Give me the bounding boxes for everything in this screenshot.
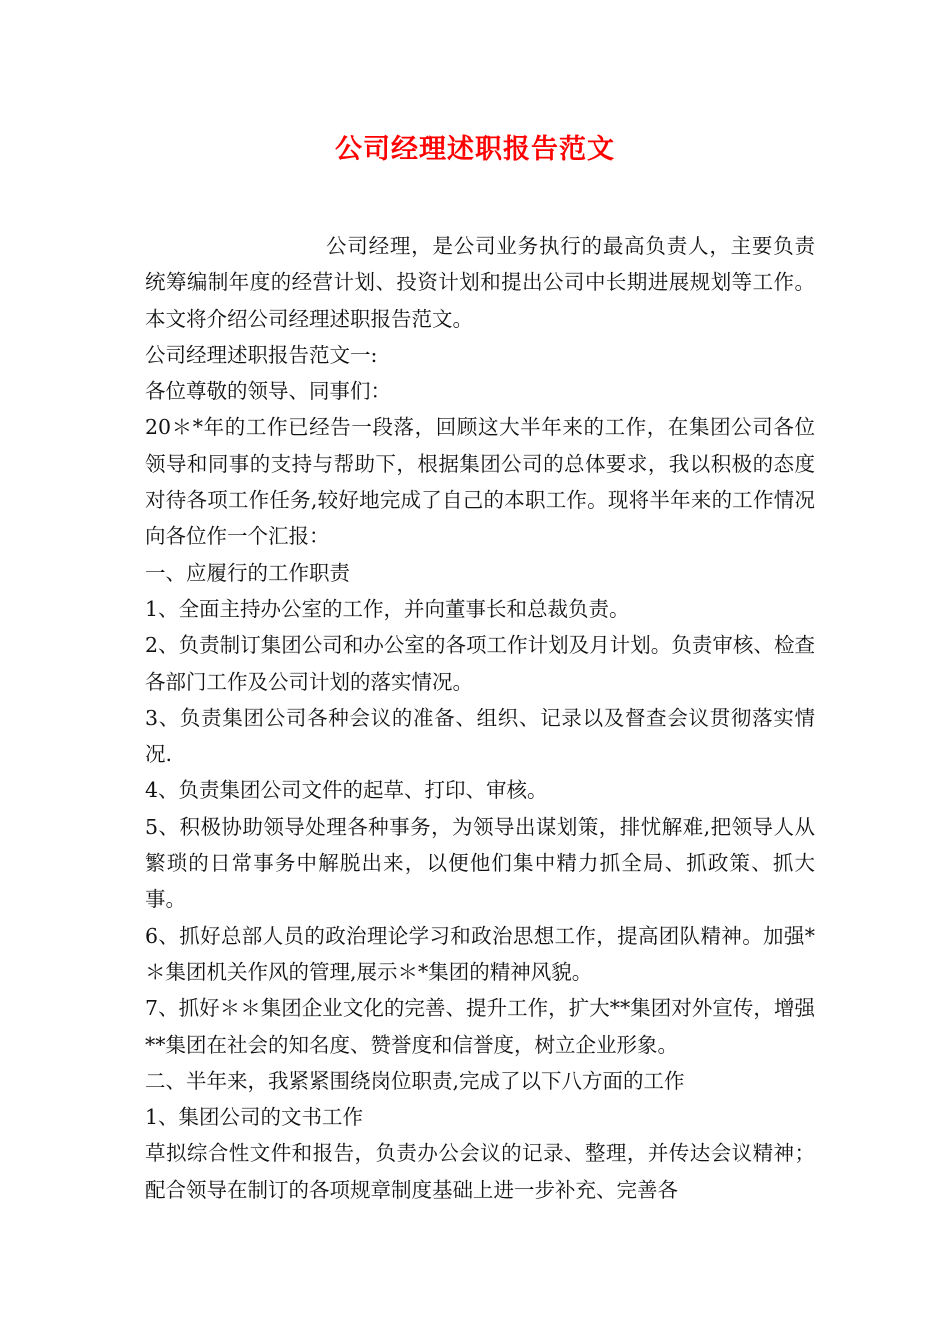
- document-title: 公司经理述职报告范文: [335, 134, 615, 165]
- list-item: 3、负责集团公司各种会议的准备、组织、记录以及督查会议贯彻落实情况.: [145, 705, 815, 767]
- body-paragraph: 20＊*年的工作已经告一段落，回顾这大半年来的工作，在集团公司各位领导和同事的支持与帮助下，根据集团公司的总体要求，我以积极的态度对待各项工作任务,较好地完成了自己的本职工作。现将半年来的工作情况向各位作一个汇报：: [145, 415, 815, 549]
- list-item: 7、抓好＊＊集团企业文化的完善、提升工作，扩大**集团对外宣传，增强**集团在社会的知名度、赞誉度和信誉度，树立企业形象。: [145, 996, 815, 1057]
- list-item: 2、负责制订集团公司和办公室的各项工作计划及月计划。负责审核、检查各部门工作及公司计划的落实情况。: [145, 633, 815, 694]
- section-heading: 公司经理述职报告范文一:: [145, 342, 378, 367]
- salutation: 各位尊敬的领导、同事们：: [145, 379, 391, 404]
- list-item: 4、负责集团公司文件的起草、打印、审核。: [145, 778, 548, 803]
- section-heading: 二、半年来，我紧紧围绕岗位职责,完成了以下八方面的工作: [145, 1068, 685, 1093]
- intro-paragraph: 公司经理，是公司业务执行的最高负责人，主要负责统筹编制年度的经营计划、投资计划和提出公司中长期进展规划等工作。本文将介绍公司经理述职报告范文。: [145, 234, 815, 331]
- body-paragraph: 草拟综合性文件和报告，负责办公会议的记录、整理，并传达会议精神；配合领导在制订的各项规章制度基础上进一步补充、完善各: [145, 1141, 815, 1202]
- list-item: 1、全面主持办公室的工作，并向董事长和总裁负责。: [145, 596, 630, 621]
- list-item: 5、积极协助领导处理各种事务，为领导出谋划策，排忧解难,把领导人从繁琐的日常事务中解脱出来，以便他们集中精力抓全局、抓政策、抓大事。: [145, 814, 815, 912]
- section-heading: 一、应履行的工作职责: [145, 560, 350, 585]
- document-body: [145, 228, 815, 1208]
- subsection-heading: 1、集团公司的文书工作: [145, 1105, 364, 1130]
- list-item: 6、抓好总部人员的政治理论学习和政治思想工作，提高团队精神。加强*＊集团机关作风的管理,展示＊*集团的精神风貌。: [145, 923, 815, 984]
